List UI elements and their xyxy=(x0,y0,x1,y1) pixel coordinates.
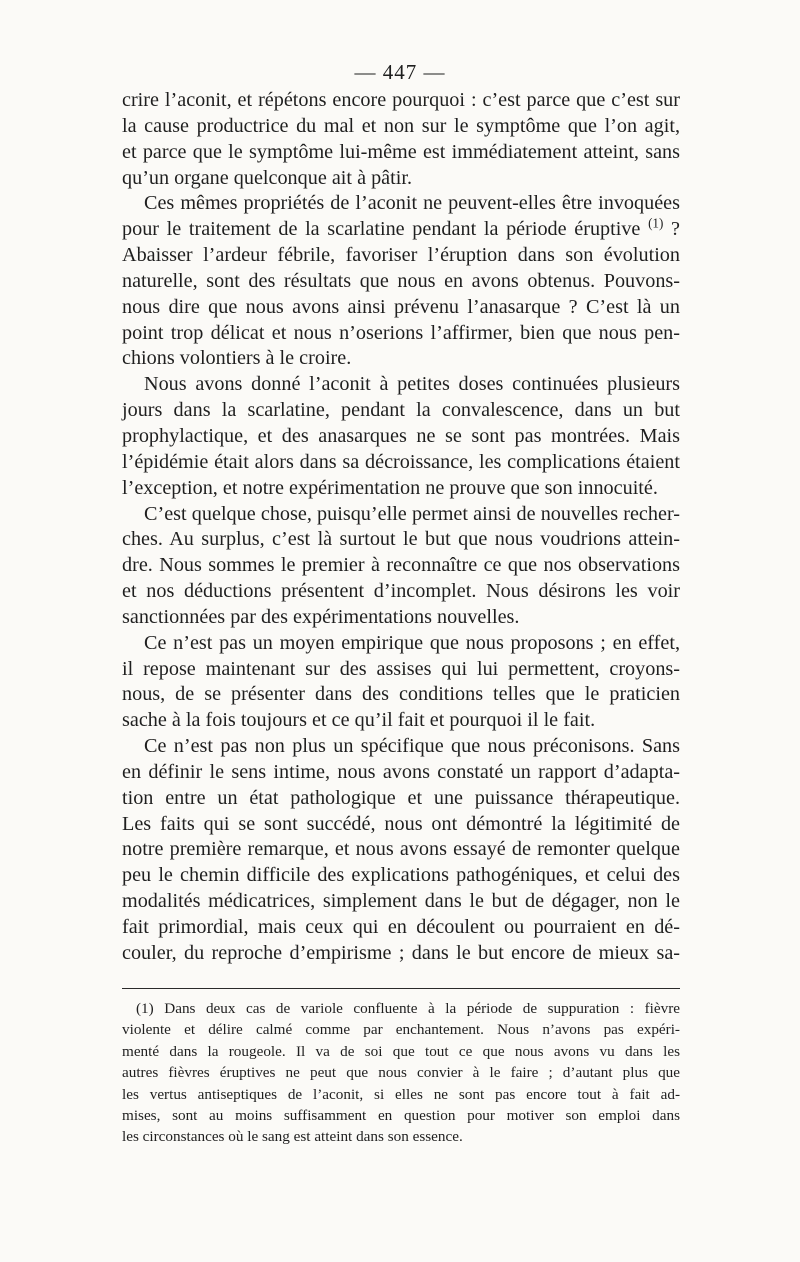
text-line: la cause productrice du mal et non sur le symptôme que l’on agit, xyxy=(122,114,680,137)
text-line: ches. Au surplus, c’est là surtout le but que nous voudrions attein- xyxy=(122,528,680,551)
text-line: Nous avons donné l’aconit à petites doses continuées plusieurs xyxy=(144,373,680,396)
text-line: dre. Nous sommes le premier à reconnaître ce que nos observations xyxy=(122,554,680,577)
footnote-line: les vertus antiseptiques de l’aconit, si elles ne sont pas encore tout à fait ad- xyxy=(122,1085,680,1103)
footnote-divider xyxy=(122,988,680,989)
text-segment: Dans deux cas de variole confluente à la période de suppuration : fièvre xyxy=(164,1000,681,1017)
footnote xyxy=(122,998,680,1148)
main-text xyxy=(122,88,680,967)
text-line: nous, de se présenter dans des conditions telles que le praticien xyxy=(122,683,680,706)
text-line: chions volontiers à le croire. xyxy=(122,347,352,370)
footnote-line: autres fièvres éruptives ne peut que nous convier à le faire ; d’autant plus que xyxy=(122,1064,680,1082)
text-line: Ce n’est pas un moyen empirique que nous proposons ; en effet, xyxy=(144,631,680,654)
text-line: l’exception, et notre expérimentation ne prouve que son innocuité. xyxy=(122,476,658,499)
footnote-line: mises, sont au moins suffisamment en question pour motiver son emploi dans xyxy=(122,1107,680,1125)
text-segment: pour le traitement de la scarlatine pendant la période éruptive xyxy=(122,218,641,241)
footnote-line: menté dans la rougeole. Il va de soi que tout ce que nous avons vu dans les xyxy=(122,1042,680,1060)
page-number: — 447 — xyxy=(354,60,446,84)
text-line: nous dire que nous avons ainsi prévenu l’anasarque ? C’est là un xyxy=(122,295,680,318)
footnote-line xyxy=(122,998,680,1019)
footnote-line: violente et délire calmé comme par enchantement. Nous n’avons pas expéri- xyxy=(122,1021,680,1039)
text-line: et nos déductions présentent d’incomplet. Nous désirons les voir xyxy=(122,580,680,603)
footnote-marker: (1) xyxy=(136,1000,154,1017)
text-line-with-footnote-ref xyxy=(122,217,680,243)
text-line: notre première remarque, et nous avons essayé de remonter quelque xyxy=(122,838,680,861)
text-line: l’épidémie était alors dans sa décroissance, les complications étaient xyxy=(122,450,680,473)
text-line: point trop délicat et nous n’oserions l’affirmer, bien que nous pen- xyxy=(122,321,680,344)
text-line: peu le chemin difficile des explications pathogéniques, et celui des xyxy=(122,864,680,887)
text-line: couler, du reproche d’empirisme ; dans le but encore de mieux sa- xyxy=(122,941,680,964)
text-line: Les faits qui se sont succédé, nous ont démontré la légitimité de xyxy=(122,812,680,835)
text-line: C’est quelque chose, puisqu’elle permet ainsi de nouvelles recher- xyxy=(144,502,680,525)
text-line: jours dans la scarlatine, pendant la convalescence, dans un but xyxy=(122,399,680,422)
text-line: sanctionnées par des expérimentations nouvelles. xyxy=(122,605,520,628)
text-line: crire l’aconit, et répétons encore pourquoi : c’est parce que c’est sur xyxy=(122,89,680,111)
text-line: naturelle, sont des résultats que nous en avons obtenus. Pouvons- xyxy=(122,269,680,292)
text-line: il repose maintenant sur des assises qui lui permettent, croyons- xyxy=(122,657,680,680)
text-line: en définir le sens intime, nous avons constaté un rapport d’adapta- xyxy=(122,760,680,783)
text-line: prophylactique, et des anasarques ne se sont pas montrées. Mais xyxy=(122,424,680,447)
text-line: sache à la fois toujours et ce qu’il fait et pourquoi il le fait. xyxy=(122,709,596,732)
text-line: Abaisser l’ardeur fébrile, favoriser l’éruption dans son évolution xyxy=(122,244,680,267)
text-line: modalités médicatrices, simplement dans le but de dégager, non le xyxy=(122,890,680,913)
text-line: qu’un organe quelconque ait à pâtir. xyxy=(122,166,413,189)
footnote-ref-suffix: ? xyxy=(663,218,680,241)
footnote-reference: (1) xyxy=(648,215,664,231)
text-line: fait primordial, mais ceux qui en découlent ou pourraient en dé- xyxy=(122,916,680,938)
text-line: et parce que le symptôme lui-même est immédiatement atteint, sans xyxy=(122,140,680,163)
text-line: tion entre un état pathologique et une puissance thérapeutique. xyxy=(122,786,680,809)
text-line: Ce n’est pas non plus un spécifique que nous préconisons. Sans xyxy=(144,735,680,758)
text-line: Ces mêmes propriétés de l’aconit ne peuvent-elles être invoquées xyxy=(144,192,680,215)
footnote-line: les circonstances où le sang est atteint dans son essence. xyxy=(122,1128,463,1146)
